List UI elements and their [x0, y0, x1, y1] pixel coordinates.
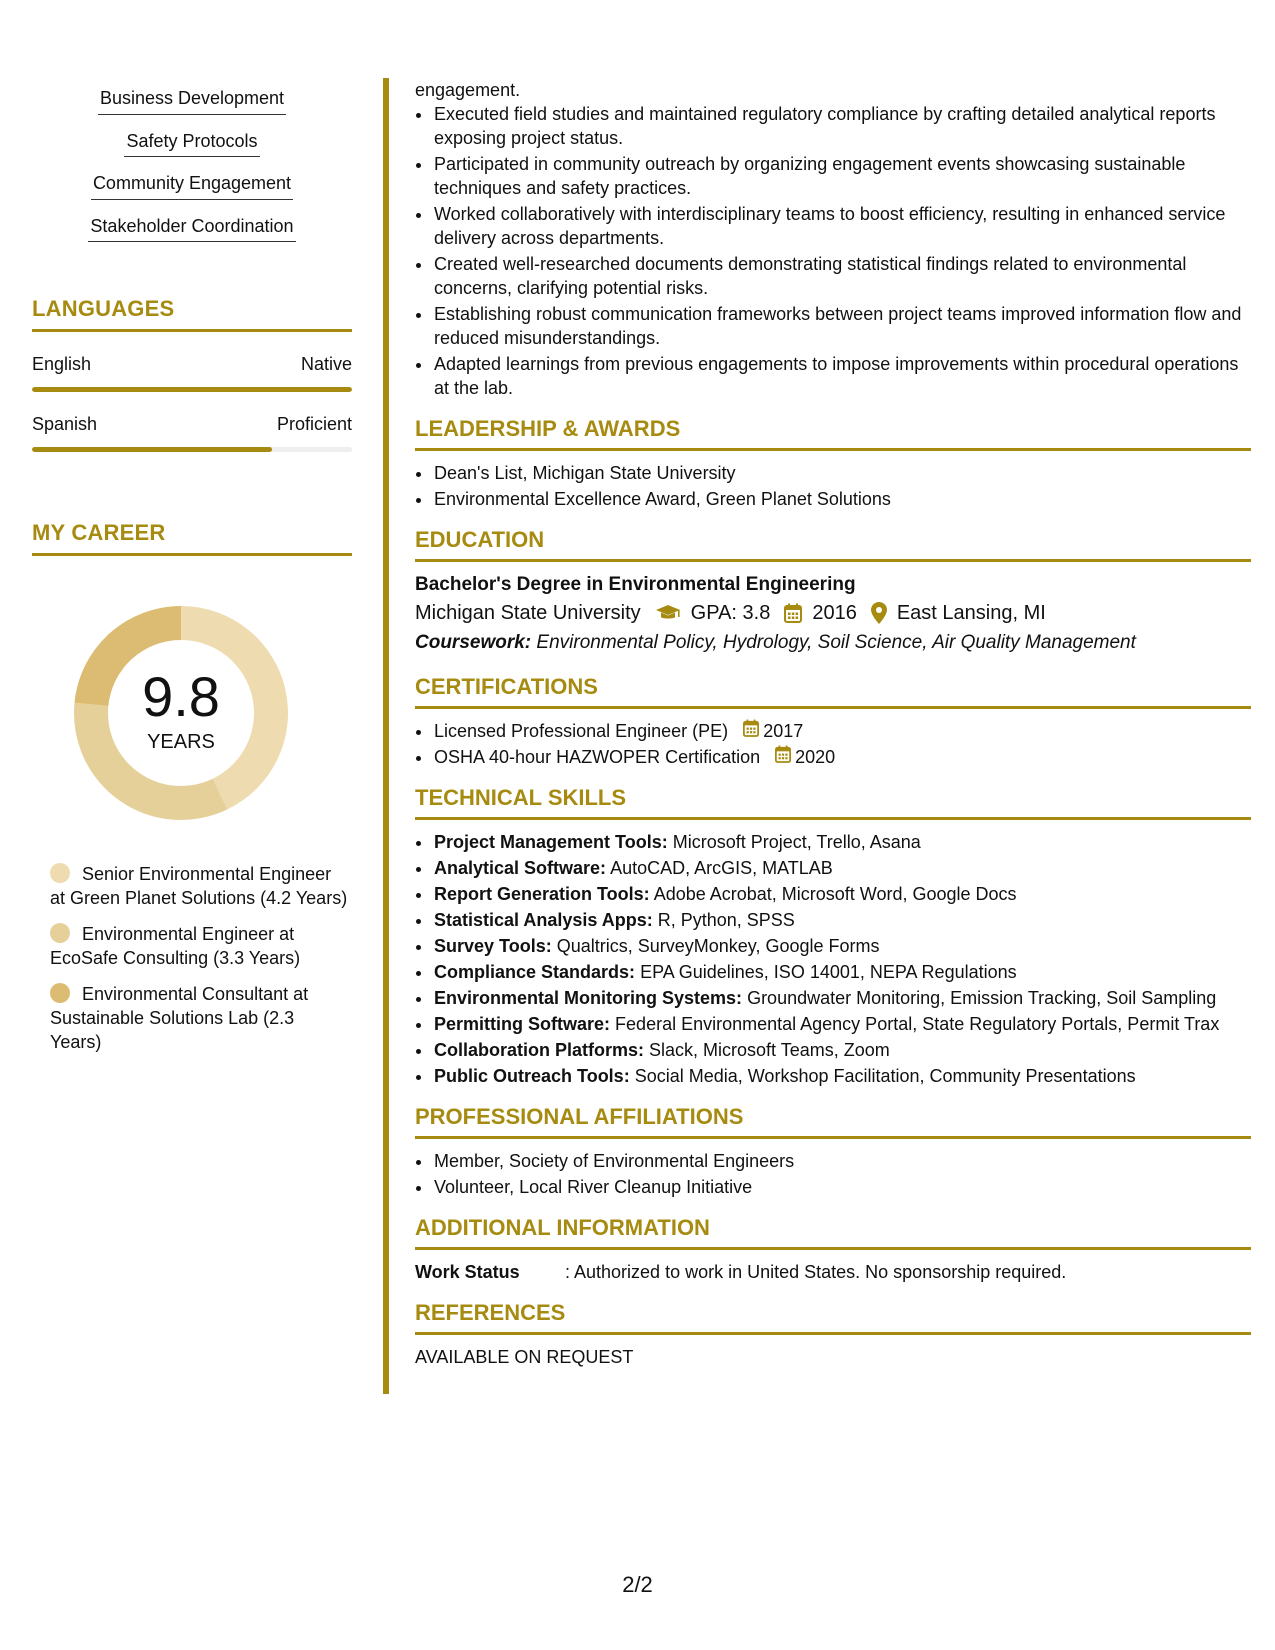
list-item: • Worked collaboratively with interdisciplinary teams to boost efficiency, resulting in enhanced service delivery across departments. [433, 202, 1251, 250]
language-level: Native [300, 354, 352, 375]
list-item: • Volunteer, Local River Cleanup Initiative [433, 1175, 1251, 1199]
skill-tag: Safety Protocols [124, 125, 259, 158]
references-text: AVAILABLE ON REQUEST [415, 1347, 634, 1367]
language-level: Proficient [276, 414, 352, 435]
additional-info-section [415, 1215, 1251, 1284]
page-number: 2/2 [622, 1572, 653, 1597]
list-item [433, 908, 1251, 932]
list-item: • Member, Society of Environmental Engineers [433, 1149, 1251, 1173]
calendar-icon [784, 603, 802, 623]
education-section [415, 527, 1251, 658]
info-label: Work Status [415, 1262, 520, 1282]
skill-value: Groundwater Monitoring, Emission Tracking, Soil Sampling [747, 988, 1217, 1008]
language-item [32, 354, 352, 392]
technical-skills-section [415, 785, 1251, 1088]
career-heading: MY CAREER [32, 520, 352, 556]
gpa: GPA: 3.8 [690, 602, 771, 624]
coursework [415, 628, 1251, 658]
certification-name: OSHA 40-hour HAZWOPER Certification [434, 747, 761, 767]
skill-value: Qualtrics, SurveyMonkey, Google Forms [556, 936, 880, 956]
skill-tags [32, 82, 352, 252]
section-heading: ADDITIONAL INFORMATION [415, 1215, 1251, 1250]
legend-dot [50, 923, 70, 943]
skill-label: Environmental Monitoring Systems: [434, 988, 743, 1008]
skill-tag: Stakeholder Coordination [88, 210, 295, 243]
skill-value: Adobe Acrobat, Microsoft Word, Google Docs [653, 884, 1017, 904]
list-item: • Participated in community outreach by organizing engagement events showcasing sustainable techniques and safety practices. [433, 152, 1251, 200]
references-section [415, 1300, 1251, 1369]
section-heading: EDUCATION [415, 527, 1251, 562]
column-divider [383, 78, 389, 1394]
skill-label: Collaboration Platforms: [434, 1040, 645, 1060]
certification-name: Licensed Professional Engineer (PE) [434, 721, 729, 741]
career-legend [50, 862, 350, 1054]
skill-label: Project Management Tools: [434, 832, 668, 852]
calendar-icon [775, 745, 795, 769]
languages-section [32, 296, 352, 452]
career-legend-item [50, 922, 350, 970]
experience-bullets [415, 102, 1251, 400]
graduation-year: 2016 [812, 602, 857, 624]
skill-label: Survey Tools: [434, 936, 552, 956]
career-total-value: 9.8 [142, 664, 220, 728]
list-item [433, 1064, 1251, 1088]
list-item [433, 934, 1251, 958]
degree-title: Bachelor's Degree in Environmental Engineering [415, 574, 856, 595]
skill-label: Analytical Software: [434, 858, 607, 878]
coursework-list: Environmental Policy, Hydrology, Soil Science, Air Quality Management [536, 632, 1136, 653]
list-item [433, 1038, 1251, 1062]
certification-year: 2017 [763, 721, 804, 741]
skill-value: Social Media, Workshop Facilitation, Community Presentations [634, 1066, 1136, 1086]
info-value: : Authorized to work in United States. No sponsorship required. [565, 1262, 1067, 1282]
language-bar [32, 447, 352, 452]
list-item: • Dean's List, Michigan State University [433, 461, 1251, 485]
language-name: Spanish [32, 414, 98, 435]
skill-label: Report Generation Tools: [434, 884, 650, 904]
list-item [433, 830, 1251, 854]
section-heading: LEADERSHIP & AWARDS [415, 416, 1251, 451]
career-role-label: Senior Environmental Engineer at Green Planet Solutions (4.2 Years) [50, 864, 348, 909]
career-total-unit: YEARS [147, 730, 215, 753]
affiliations-section [415, 1104, 1251, 1199]
experience-continued-text: engagement. [415, 80, 521, 100]
section-heading: REFERENCES [415, 1300, 1251, 1335]
career-legend-item [50, 982, 350, 1054]
calendar-icon [743, 719, 763, 743]
section-heading: CERTIFICATIONS [415, 674, 1251, 709]
certifications-section [415, 674, 1251, 769]
language-bar-fill [32, 447, 272, 452]
skill-value: EPA Guidelines, ISO 14001, NEPA Regulations [640, 962, 1017, 982]
career-role-label: Environmental Engineer at EcoSafe Consulting (3.3 Years) [50, 924, 301, 969]
skill-value: Slack, Microsoft Teams, Zoom [649, 1040, 890, 1060]
list-item: • Executed field studies and maintained regulatory compliance by crafting detailed analytical reports exposing project status. [433, 102, 1251, 150]
main-content [415, 78, 1251, 1369]
language-name: English [32, 354, 92, 375]
skill-value: Federal Environmental Agency Portal, State Regulatory Portals, Permit Trax [615, 1014, 1220, 1034]
leadership-section [415, 416, 1251, 511]
career-section [32, 520, 352, 1054]
list-item: • Establishing robust communication frameworks between project teams improved information flow and reduced misunderstandings. [433, 302, 1251, 350]
list-item [433, 882, 1251, 906]
skill-value: AutoCAD, ArcGIS, MATLAB [610, 858, 833, 878]
list-item [433, 1012, 1251, 1036]
legend-dot [50, 983, 70, 1003]
language-item [32, 414, 352, 452]
school-name: Michigan State University [415, 602, 641, 624]
legend-dot [50, 863, 70, 883]
list-item: • Adapted learnings from previous engagements to impose improvements within procedural operations at the lab. [433, 352, 1251, 400]
list-item [433, 986, 1251, 1010]
language-bar [32, 387, 352, 392]
skill-tag: Community Engagement [91, 167, 293, 200]
graduation-cap-icon [655, 604, 681, 622]
languages-heading: LANGUAGES [32, 296, 352, 332]
skill-label: Compliance Standards: [434, 962, 636, 982]
skill-tag: Business Development [98, 82, 286, 115]
education-meta [415, 598, 1251, 628]
skill-label: Public Outreach Tools: [434, 1066, 630, 1086]
list-item [433, 719, 1251, 743]
language-bar-fill [32, 387, 352, 392]
school-location: East Lansing, MI [896, 602, 1046, 624]
skill-value: R, Python, SPSS [657, 910, 795, 930]
section-heading: PROFESSIONAL AFFILIATIONS [415, 1104, 1251, 1139]
sidebar [32, 82, 352, 1066]
map-pin-icon [871, 602, 887, 624]
list-item: • Created well-researched documents demonstrating statistical findings related to environmental concerns, clarifying potential risks. [433, 252, 1251, 300]
list-item [433, 960, 1251, 984]
certification-year: 2020 [795, 747, 836, 767]
section-heading: TECHNICAL SKILLS [415, 785, 1251, 820]
list-item [433, 856, 1251, 880]
career-role-label: Environmental Consultant at Sustainable Solutions Lab (2.3 Years) [50, 984, 309, 1053]
skill-label: Statistical Analysis Apps: [434, 910, 653, 930]
skill-value: Microsoft Project, Trello, Asana [672, 832, 921, 852]
coursework-label: Coursework: [415, 632, 532, 653]
career-donut [66, 598, 296, 828]
list-item [433, 745, 1251, 769]
list-item: • Environmental Excellence Award, Green Planet Solutions [433, 487, 1251, 511]
skill-label: Permitting Software: [434, 1014, 611, 1034]
career-legend-item [50, 862, 350, 910]
